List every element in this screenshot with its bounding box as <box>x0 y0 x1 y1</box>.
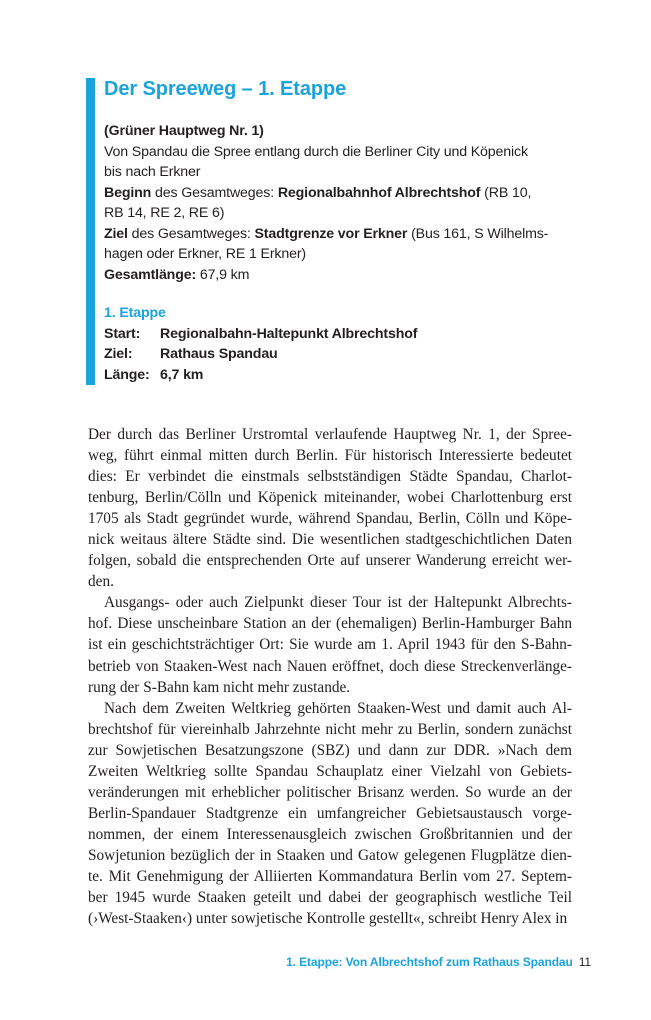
body-line: ber 1945 wurde Staaken geteilt und dabei der geographisch westliche Teil <box>88 889 572 907</box>
body-line: brechtshof für viereinhalb Jahrzehnte nicht mehr zu Berlin, sondern zunächst <box>88 720 572 738</box>
body-line: zur Sowjetischen Besatzungszone (SBZ) und dann zur DDR. »Nach dem <box>88 741 572 759</box>
body-line: nommen, der einem Interessenausgleich zwischen Großbritannien und der <box>88 825 572 843</box>
stage-start: Start: Regionalbahn-Haltepunkt Albrechtshof <box>104 325 418 342</box>
body-line: veränderungen mit erheblicher politischer Brisanz werden. So wurde an der <box>88 783 572 801</box>
route-beginn-cont: RB 14, RE 2, RE 6) <box>104 205 225 221</box>
running-footer-title: 1. Etappe: Von Albrechtshof zum Rathaus Spandau <box>286 955 573 969</box>
body-line: rung der S-Bahn kam nicht mehr zustande. <box>88 678 351 696</box>
route-ziel: Ziel des Gesamtweges: Stadtgrenze vor Erkner (Bus 161, S Wilhelms- <box>104 225 549 242</box>
body-line: Nach dem Zweiten Weltkrieg gehörten Staaken-West und damit auch Al- <box>104 699 572 717</box>
page-footer <box>286 955 591 969</box>
body-line: weg, führt einmal mitten durch Berlin. Für historisch Interessierte bedeutet <box>88 447 572 465</box>
stage-title: 1. Etappe <box>104 305 166 321</box>
body-line: den. <box>88 573 114 591</box>
stage-length: Länge: 6,7 km <box>104 366 204 383</box>
body-text <box>88 424 572 929</box>
route-infobox <box>86 78 594 385</box>
body-line: hof. Diese unscheinbare Station an der (ehemaligen) Berlin-Hamburger Bahn <box>88 615 572 633</box>
route-beginn: Beginn des Gesamtweges: Regionalbahnhof Albrechtshof (RB 10, <box>104 184 532 201</box>
body-line: Zweiten Weltkrieg sollte Spandau Schauplatz einer Vielzahl von Gebiets- <box>88 762 572 780</box>
route-summary <box>104 121 594 285</box>
stage-details <box>104 303 594 385</box>
body-line: Berlin-Spandauer Stadtgrenze ein umfangreicher Gebietsaustausch vorge- <box>88 804 572 822</box>
body-line: te. Mit Genehmigung der Alliierten Kommandatura Berlin vom 27. Septem- <box>88 867 572 885</box>
route-description-line: Von Spandau die Spree entlang durch die Berliner City und Köpenick <box>104 143 528 160</box>
body-line: dies: Er verbindet die einstmals selbstständigen Städte Spandau, Charlot- <box>88 468 572 486</box>
stage-goal: Ziel: Rathaus Spandau <box>104 346 278 362</box>
body-line: Ausgangs- oder auch Zielpunkt dieser Tour ist der Haltepunkt Albrechts- <box>104 594 572 612</box>
route-title: Der Spreeweg – 1. Etappe <box>104 78 347 100</box>
route-subtitle: (Grüner Hauptweg Nr. 1) <box>104 123 264 139</box>
route-total-length: Gesamtlänge: 67,9 km <box>104 266 250 283</box>
page-number: 11 <box>578 955 591 969</box>
body-line: folgen, sobald die entsprechenden Orte auf unserer Wanderung erreicht wer- <box>88 552 572 570</box>
body-paragraph <box>88 424 572 592</box>
body-line: tenburg, Berlin/Cölln und Köpenick miteinander, wobei Charlottenburg erst <box>88 489 572 507</box>
body-line: ist ein geschichtsträchtiger Ort: Sie wurde am 1. April 1943 für den S-Bahn- <box>88 636 572 654</box>
route-ziel-cont: hagen oder Erkner, RE 1 Erkner) <box>104 246 306 262</box>
body-line: betrieb von Staaken-West nach Nauen eröffnet, doch diese Streckenverlänge- <box>88 657 572 675</box>
body-line: (›West-Staaken‹) unter sowjetische Kontrolle gestellt«, schreibt Henry Alex in <box>88 910 568 928</box>
route-description-line: bis nach Erkner <box>104 164 201 180</box>
body-line: Sowjetunion bezüglich der in Staaken und Gatow gelegenen Flugplätze dien- <box>88 846 572 864</box>
body-line: nick weitaus ältere Städte sind. Die wesentlichen stadtgeschichtlichen Daten <box>88 531 572 549</box>
body-line: Der durch das Berliner Urstromtal verlaufende Hauptweg Nr. 1, der Spree- <box>88 426 572 443</box>
body-line: 1705 als Stadt gegründet wurde, während Spandau, Berlin, Cölln und Köpe- <box>88 510 572 528</box>
body-paragraph <box>88 592 572 697</box>
body-paragraph <box>88 698 572 930</box>
